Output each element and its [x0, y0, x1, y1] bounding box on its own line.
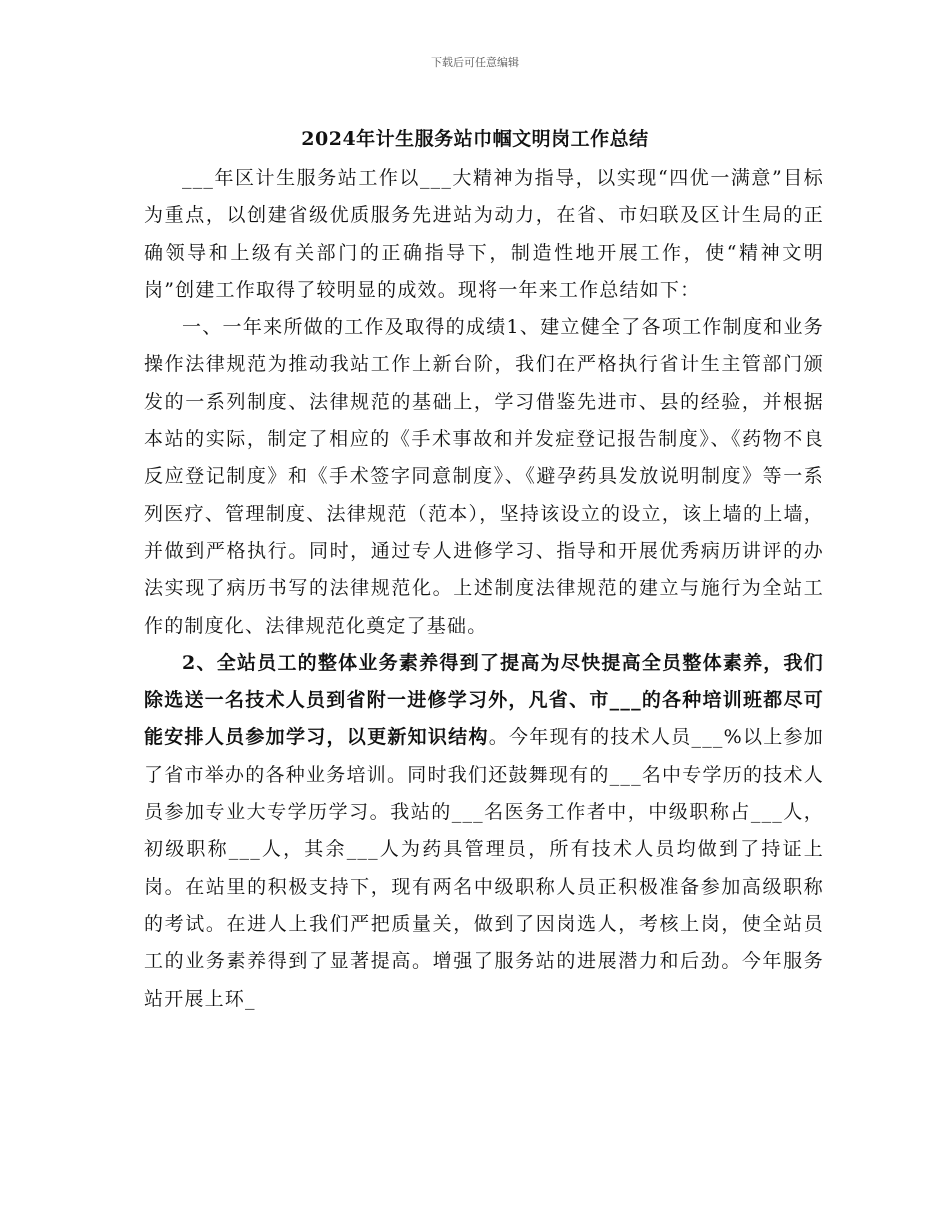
page-header: 下载后可任意编辑: [431, 56, 519, 69]
paragraph-section-2-text: 。今年现有的技术人员___%以上参加了省市举办的各种业务培训。同时我们还鼓舞现有的___名中专学历的技术人员参加专业大专学历学习。我站的___名医务工作者中，中级职称占___人，初级职称___人，其余___人为药具管理员，所有技术人员均做到了持证上岗。在站里的积极支持下，现有两名中级职称人员正积极准备参加高级职称的考试。在进人上我们严把质量关，做到了因岗选人，考核上岗，使全站员工的业务素养得到了显著提高。增强了服务站的进展潜力和后劲。今年服务站开展上环_: [144, 726, 825, 1010]
document-title: 2024年计生服务站巾帼文明岗工作总结: [301, 128, 649, 150]
paragraph-intro: [144, 160, 824, 309]
paragraph-section-1: [144, 309, 824, 645]
paragraph-section-2: [144, 645, 824, 1018]
document-body: [144, 160, 824, 1018]
paragraph-section-1-text: 一、一年来所做的工作及取得的成绩1、建立健全了各项工作制度和业务操作法律规范为推动我站工作上新台阶，我们在严格执行省计生主管部门颁发的一系列制度、法律规范的基础上，学习借鉴先进市、县的经验，并根据本站的实际，制定了相应的《手术事故和并发症登记报告制度》、《药物不良反应登记制度》和《手术签字同意制度》、《避孕药具发放说明制度》等一系列医疗、管理制度、法律规范（范本），坚持该设立的设立，该上墙的上墙，并做到严格执行。同时，通过专人进修学习、指导和开展优秀病历讲评的办法实现了病历书写的法律规范化。上述制度法律规范的建立与施行为全站工作的制度化、法律规范化奠定了基础。: [144, 316, 824, 637]
paragraph-section-2-bold-lead: 2、全站员工的整体业务素养得到了提高为尽快提高全员整体素养，我们除选送一名技术人员到省附一进修学习外，凡省、市___的各种培训班都尽可能安排人员参加学习，以更新知识结构: [144, 651, 824, 749]
paragraph-intro-text: ___年区计生服务站工作以___大精神为指导，以实现“四优一满意”目标为重点，以创建省级优质服务先进站为动力，在省、市妇联及区计生局的正确领导和上级有关部门的正确指导下，制造性地开展工作，使“精神文明岗”创建工作取得了较明显的成效。现将一年来工作总结如下：: [144, 167, 824, 301]
